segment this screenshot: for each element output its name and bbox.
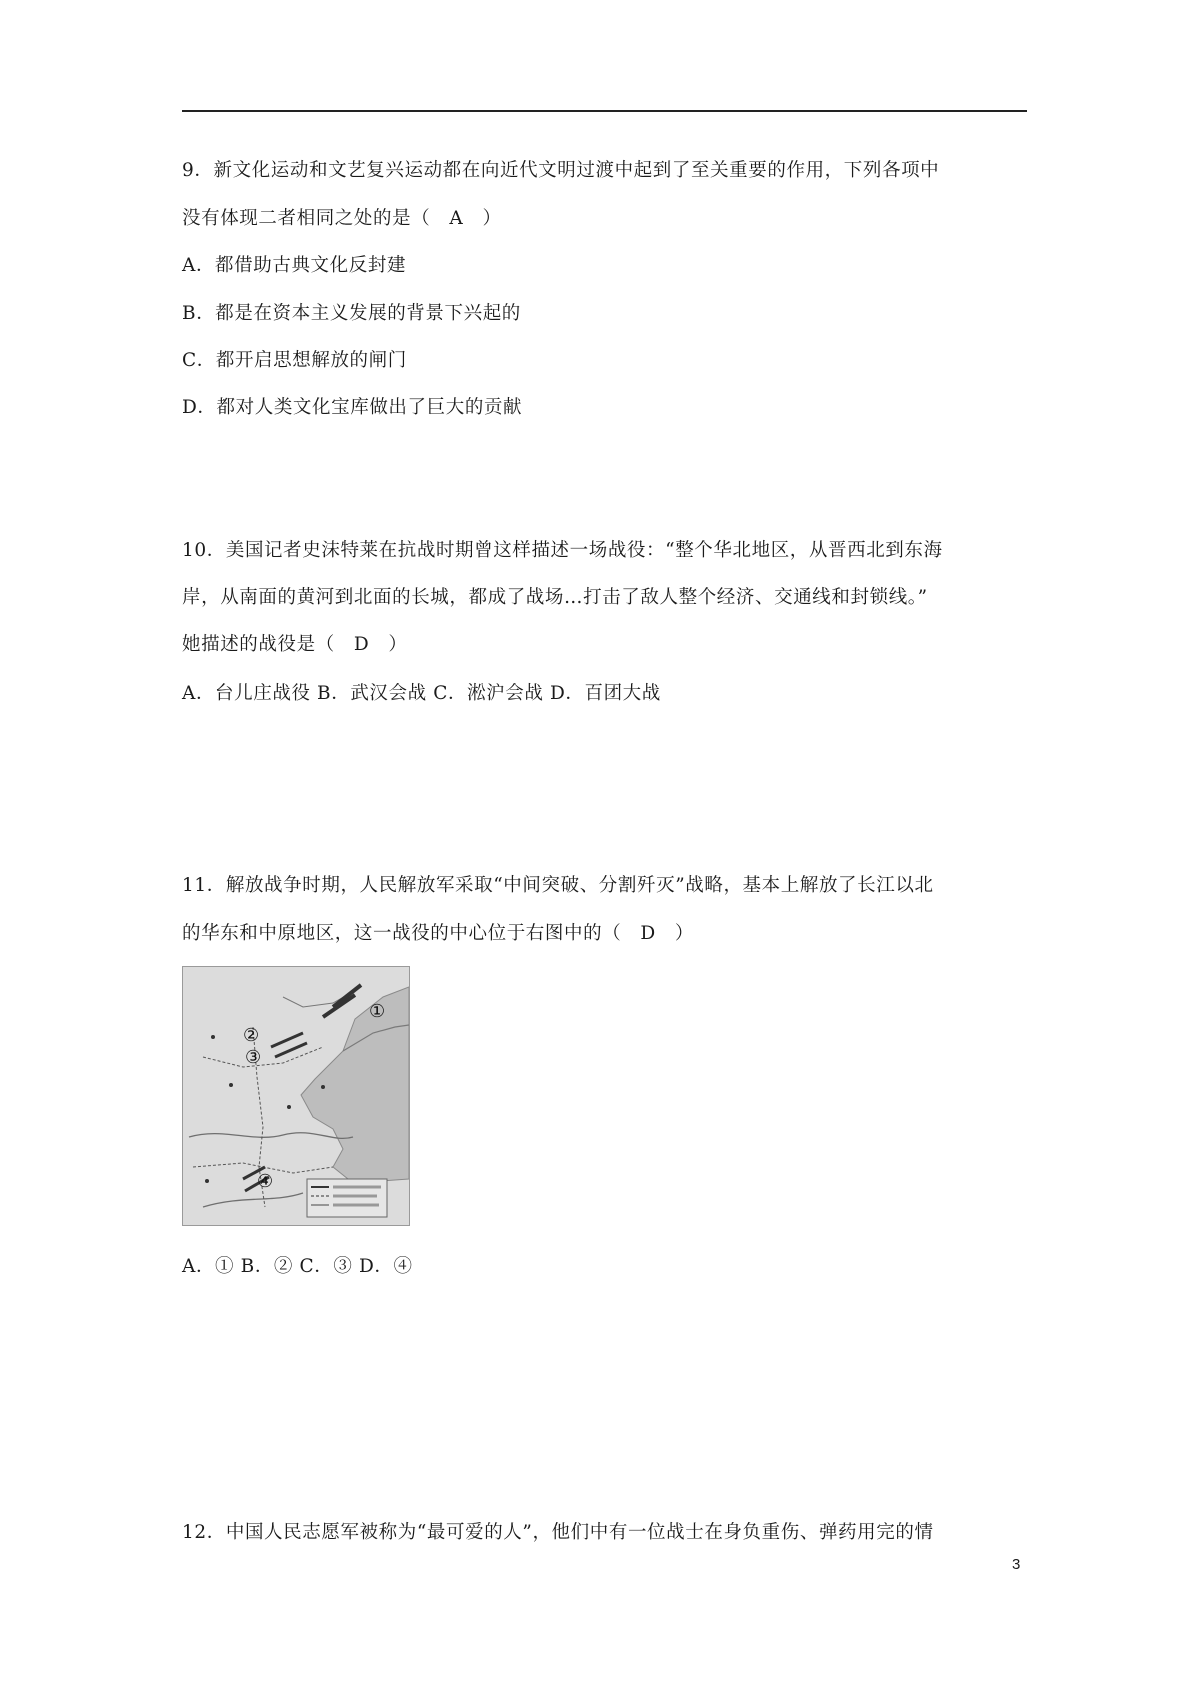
attack-arrow xyxy=(271,1033,303,1047)
header-rule xyxy=(182,110,1027,112)
attack-arrow xyxy=(333,985,361,1007)
city-dot xyxy=(211,1035,215,1039)
city-dot xyxy=(205,1179,209,1183)
q9-option-b: B．都是在资本主义发展的背景下兴起的 xyxy=(182,303,521,324)
map-marker-3: ③ xyxy=(245,1047,262,1068)
river-line xyxy=(189,1133,353,1139)
q9-option-a: A．都借助古典文化反封建 xyxy=(182,255,407,276)
page-number: 3 xyxy=(1012,1556,1021,1573)
city-dot xyxy=(321,1085,325,1089)
attack-arrow xyxy=(323,995,355,1017)
q11-stem-line-1: 11．解放战争时期，人民解放军采取“中间突破、分割歼灭”战略，基本上解放了长江以北 xyxy=(182,875,934,896)
q10-stem-line-2: 岸，从南面的黄河到北面的长城，都成了战场…打击了敌人整个经济、交通线和封锁线。” xyxy=(182,587,928,608)
railway-line xyxy=(203,1047,323,1067)
q12-stem-line-1: 12．中国人民志愿军被称为“最可爱的人”，他们中有一位战士在身负重伤、弹药用完的情 xyxy=(182,1522,934,1543)
q10-stem-line-1: 10．美国记者史沫特莱在抗战时期曾这样描述一场战役：“整个华北地区，从晋西北到东海 xyxy=(182,540,943,561)
q9-stem-line-2: 没有体现二者相同之处的是（ A ） xyxy=(182,208,502,229)
battle-map-svg xyxy=(183,967,409,1225)
map-marker-1: ① xyxy=(369,1001,386,1022)
battle-map-figure xyxy=(182,966,410,1226)
city-dot xyxy=(287,1105,291,1109)
q10-stem-line-3: 她描述的战役是（ D ） xyxy=(182,634,408,655)
city-dot xyxy=(229,1083,233,1087)
q9-option-d: D．都对人类文化宝库做出了巨大的贡献 xyxy=(182,397,523,418)
map-legend xyxy=(307,1179,387,1217)
map-marker-2: ② xyxy=(243,1025,260,1046)
q11-options: A．① B．② C．③ D．④ xyxy=(182,1256,413,1277)
map-marker-4: ④ xyxy=(257,1171,274,1192)
q9-option-c: C．都开启思想解放的闸门 xyxy=(182,350,407,371)
sea-area xyxy=(301,987,409,1183)
q9-stem-line-1: 9．新文化运动和文艺复兴运动都在向近代文明过渡中起到了至关重要的作用，下列各项中 xyxy=(182,160,940,181)
river-line xyxy=(203,1193,303,1207)
q11-stem-line-2: 的华东和中原地区，这一战役的中心位于右图中的（ D ） xyxy=(182,923,695,944)
q10-options: A．台儿庄战役 B．武汉会战 C．淞沪会战 D．百团大战 xyxy=(182,683,661,704)
